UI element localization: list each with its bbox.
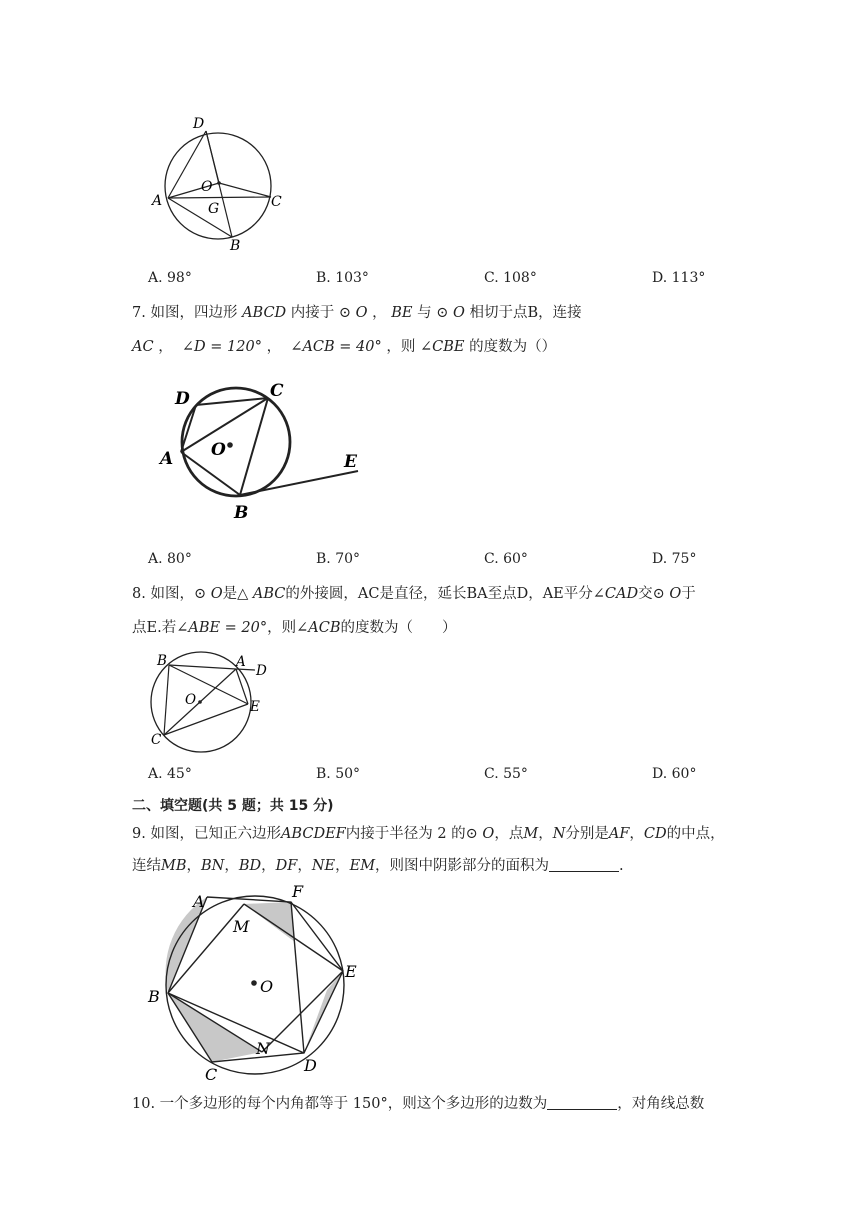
q6-figure [140,110,300,260]
q8-label-o: O [185,692,197,708]
q9-label-f: F [292,882,304,901]
q9-label-o: O [260,977,274,996]
q9-answer-blank[interactable] [549,857,619,872]
q7-label-e: E [344,452,357,472]
q8-stem-line2: 点E.若∠ABE = 20°，则∠ACB的度数为（ ） [132,620,457,636]
q6-label-c: C [271,194,282,210]
q6-option-d: D. 113° [652,270,706,286]
q6-option-c: C. 108° [484,270,537,286]
q6-option-a: A. 98° [148,270,192,286]
q7-option-c: C. 60° [484,551,528,567]
q8-option-b: B. 50° [316,766,361,782]
q9-stem-line1: 9. 如图，已知正六边形ABCDEF内接于半径为 2 的⊙ O，点M，N分别是AF，CD的中点， [132,826,725,842]
q8-option-d: D. 60° [652,766,697,782]
q6-label-d: D [193,116,205,132]
q8-figure [145,650,275,750]
q8-option-c: C. 55° [484,766,528,782]
q9-label-a: A [193,892,205,911]
q10-stem: 10. 一个多边形的每个内角都等于 150°，则这个多边形的边数为 ，对角线总数 [132,1096,705,1112]
q7-option-d: D. 75° [652,551,697,567]
q7-figure [155,375,375,525]
q8-label-e: E [250,699,260,715]
q7-label-o: O [211,440,226,460]
q9-stem-line2: 连结MB，BN，BD，DF，NE，EM，则图中阴影部分的面积为 . [132,858,624,874]
q6-label-a: A [152,193,163,209]
q7-option-a: A. 80° [148,551,192,567]
q8-label-b: B [157,653,167,669]
q6-label-o: O [201,179,213,195]
q9-label-e: E [345,962,357,981]
q7-label-c: C [270,381,284,401]
q6-label-g: G [208,201,220,217]
q9-label-b: B [148,987,160,1006]
q8-stem-line1: 8. 如图，⊙ O是△ ABC的外接圆，AC是直径，延长BA至点D，AE平分∠CAD交⊙ O于 [132,586,696,602]
q10-answer-blank[interactable] [547,1095,617,1110]
q8-label-a: A [236,654,246,670]
q7-label-d: D [175,389,190,409]
q9-label-m: M [233,917,250,936]
q6-option-b: B. 103° [316,270,369,286]
q7-stem-line2: AC ， ∠D = 120° ， ∠ACB = 40° ，则 ∠CBE 的度数为（） [132,339,557,355]
q7-option-b: B. 70° [316,551,361,567]
q7-label-b: B [234,503,249,523]
q6-label-b: B [230,238,241,254]
q8-option-a: A. 45° [148,766,192,782]
q9-label-n: N [256,1039,270,1058]
q8-label-c: C [151,732,162,748]
q9-figure [140,875,370,1085]
q7-label-a: A [160,449,174,469]
q9-label-c: C [205,1065,218,1084]
q9-label-d: D [304,1056,317,1075]
q7-stem-line1: 7. 如图，四边形 ABCD 内接于 ⊙ O ， BE 与 ⊙ O 相切于点B，连接 [132,305,582,321]
q8-label-d: D [256,663,267,679]
section-title-fill-in: 二、填空题(共 5 题；共 15 分) [132,798,334,814]
